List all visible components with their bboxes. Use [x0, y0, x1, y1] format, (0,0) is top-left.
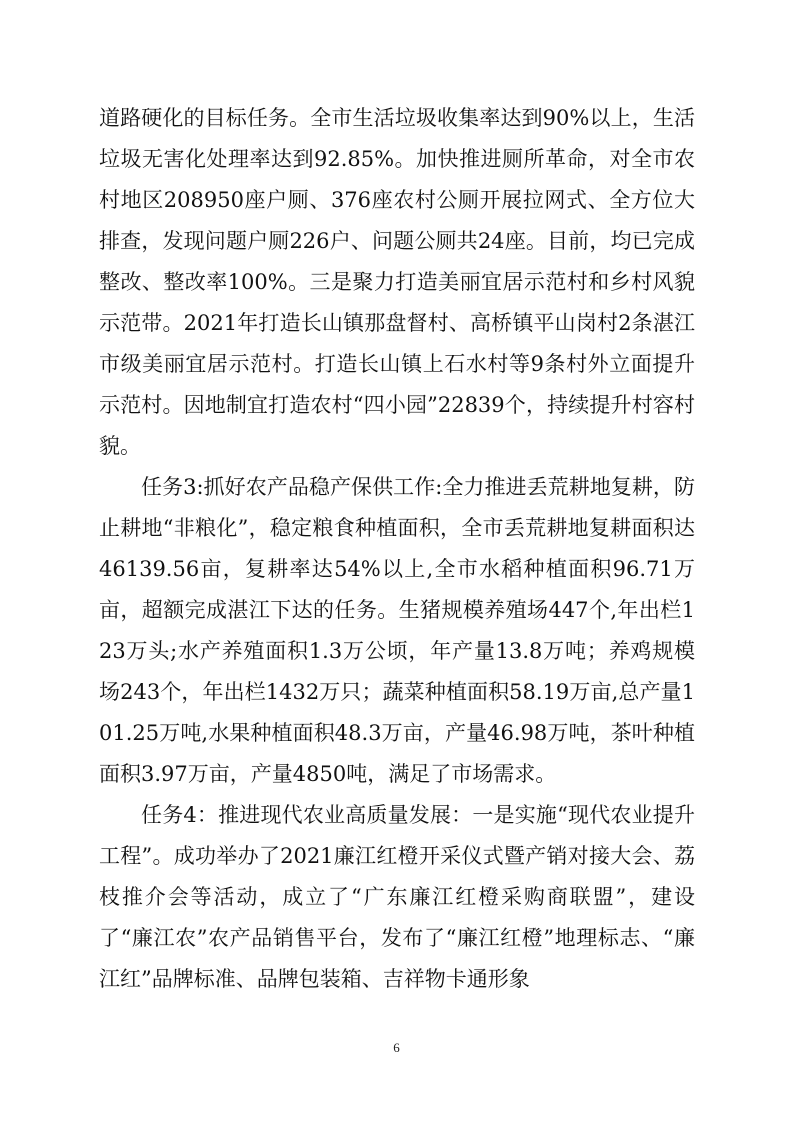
paragraph-task-3: 任务3:抓好农产品稳产保供工作:全力推进丢荒耕地复耕，防止耕地“非粮化”，稳定粮食种植面积，全市丢荒耕地复耕面积达46139.56亩，复耕率达54%以上,全市水稻种植面积96.71万亩，超额完成湛江下达的任务。生猪规模养殖场447个,年出栏123万头;水产养殖面积1.3万公顷，年产量13.8万吨；养鸡规模场243个，年出栏1432万只；蔬菜种植面积58.19万亩,总产量101.25万吨,水果种植面积48.3万亩，产量46.98万吨，茶叶种植面积3.97万亩，产量4850吨，满足了市场需求。 [99, 475, 695, 786]
paragraph-task-4: 任务4：推进现代农业高质量发展：一是实施“现代农业提升工程”。成功举办了2021廉江红橙开采仪式暨产销对接大会、荔枝推介会等活动，成立了“广东廉江红橙采购商联盟”，建设了“廉江农”农产品销售平台，发布了“廉江红橙”地理标志、“廉江红”品牌标准、品牌包装箱、吉祥物卡通形象 [99, 803, 695, 991]
page-number: 6 [393, 1040, 400, 1055]
body-text [99, 98, 695, 1000]
paragraph-continuation: 道路硬化的目标任务。全市生活垃圾收集率达到90%以上，生活垃圾无害化处理率达到92.85%。加快推进厕所革命，对全市农村地区208950座户厕、376座农村公厕开展拉网式、全方位大排查，发现问题户厕226户、问题公厕共24座。目前，均已完成整改、整改率100%。三是聚力打造美丽宜居示范村和乡村风貌示范带。2021年打造长山镇那盘督村、高桥镇平山岗村2条湛江市级美丽宜居示范村。打造长山镇上石水村等9条村外立面提升示范村。因地制宜打造农村“四小园”22839个，持续提升村容村貌。 [99, 106, 695, 458]
